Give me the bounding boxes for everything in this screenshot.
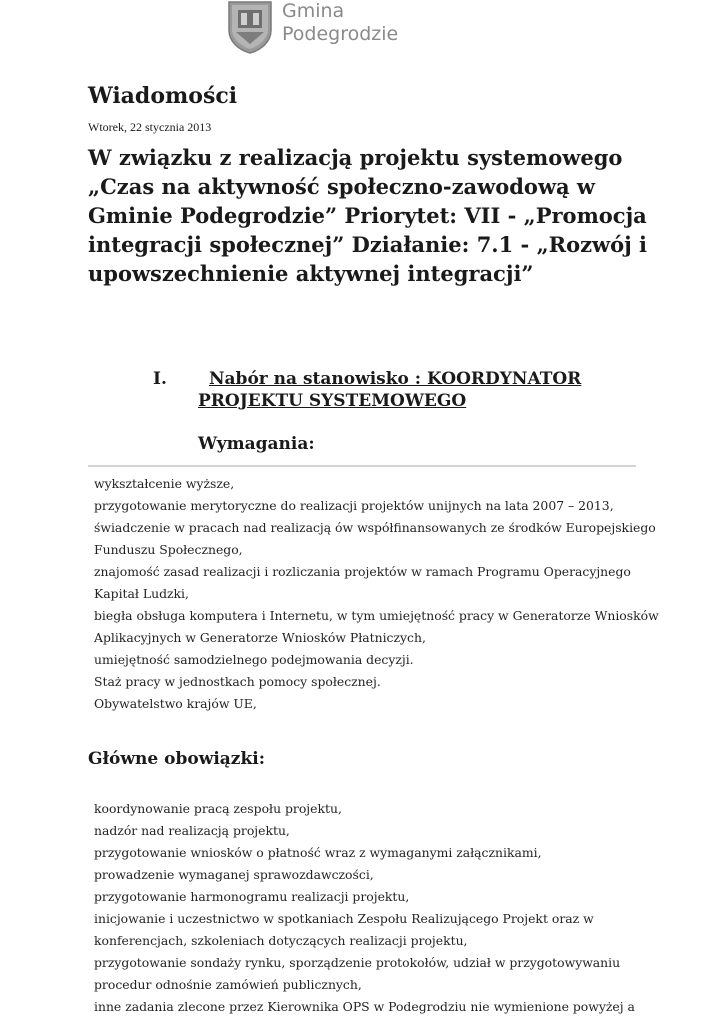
list-item: Funduszu Społecznego, (94, 542, 243, 557)
article-title-line: upowszechnienie aktywnej integracji” (88, 261, 534, 286)
job-title-line: PROJEKTU SYSTEMOWEGO (198, 391, 467, 411)
list-item: Aplikacyjnych w Generatorze Wniosków Płatniczych, (94, 630, 426, 645)
duties-list (94, 798, 635, 1018)
requirements-heading: Wymagania: (198, 434, 315, 454)
duties-heading: Główne obowiązki: (88, 749, 265, 769)
list-item: konferencjach, szkoleniach dotyczących realizacji projektu, (94, 933, 468, 948)
publication-date: Wtorek, 22 stycznia 2013 (88, 120, 212, 134)
brand-name-line2: Podegrodzie (282, 23, 399, 45)
list-item: procedur odnośnie zamówień publicznych, (94, 977, 362, 992)
article-title-line: „Czas na aktywność społeczno-zawodową w (88, 174, 596, 199)
list-item: nadzór nad realizacją projektu, (94, 823, 290, 838)
list-item: przygotowanie sondaży rynku, sporządzenie protokołów, udział w przygotowywaniu (94, 955, 621, 970)
list-item: inne zadania zlecone przez Kierownika OPS w Podegrodziu nie wymienione powyżej a (94, 999, 635, 1014)
list-item: przygotowanie wniosków o płatność wraz z wymaganymi załącznikami, (94, 845, 542, 860)
article-title (88, 143, 648, 288)
article-title-line: integracji społecznej” Działanie: 7.1 - „Rozwój i (88, 232, 648, 257)
crest-icon (227, 0, 273, 54)
site-logo[interactable] (227, 0, 397, 56)
list-item: przygotowanie harmonogramu realizacji projektu, (94, 889, 410, 904)
list-item: znajomość zasad realizacji i rozliczania projektów w ramach Programu Operacyjnego (94, 564, 631, 579)
list-item: przygotowanie merytoryczne do realizacji projektów unijnych na lata 2007 – 2013, (94, 498, 614, 513)
list-numeral: I. (153, 369, 167, 389)
requirements-list (94, 473, 659, 715)
article-title-line: Gminie Podegrodzie” Priorytet: VII - „Promocja (88, 203, 647, 228)
section-heading: Wiadomości (88, 83, 238, 109)
list-item: koordynowanie pracą zespołu projektu, (94, 801, 342, 816)
brand-name-line1: Gmina (282, 0, 345, 22)
list-item: Staż pracy w jednostkach pomocy społecznej. (94, 674, 381, 689)
list-item: umiejętność samodzielnego podejmowania decyzji. (94, 652, 414, 667)
job-title-line: Nabór na stanowisko : KOORDYNATOR (209, 369, 582, 389)
list-item: Kapitał Ludzki, (94, 586, 189, 601)
article-title-line: W związku z realizacją projektu systemowego (88, 145, 623, 170)
job-title (198, 368, 581, 412)
list-item: Obywatelstwo krajów UE, (94, 696, 257, 711)
list-item: inicjowanie i uczestnictwo w spotkaniach Zespołu Realizującego Projekt oraz w (94, 911, 594, 926)
list-item: prowadzenie wymaganej sprawozdawczości, (94, 867, 374, 882)
list-item: wykształcenie wyższe, (94, 476, 235, 491)
divider (88, 465, 636, 467)
list-item: biegła obsługa komputera i Internetu, w tym umiejętność pracy w Generatorze Wniosków (94, 608, 659, 623)
list-item: świadczenie w pracach nad realizacją ów współfinansowanych ze środków Europejskiego (94, 520, 656, 535)
